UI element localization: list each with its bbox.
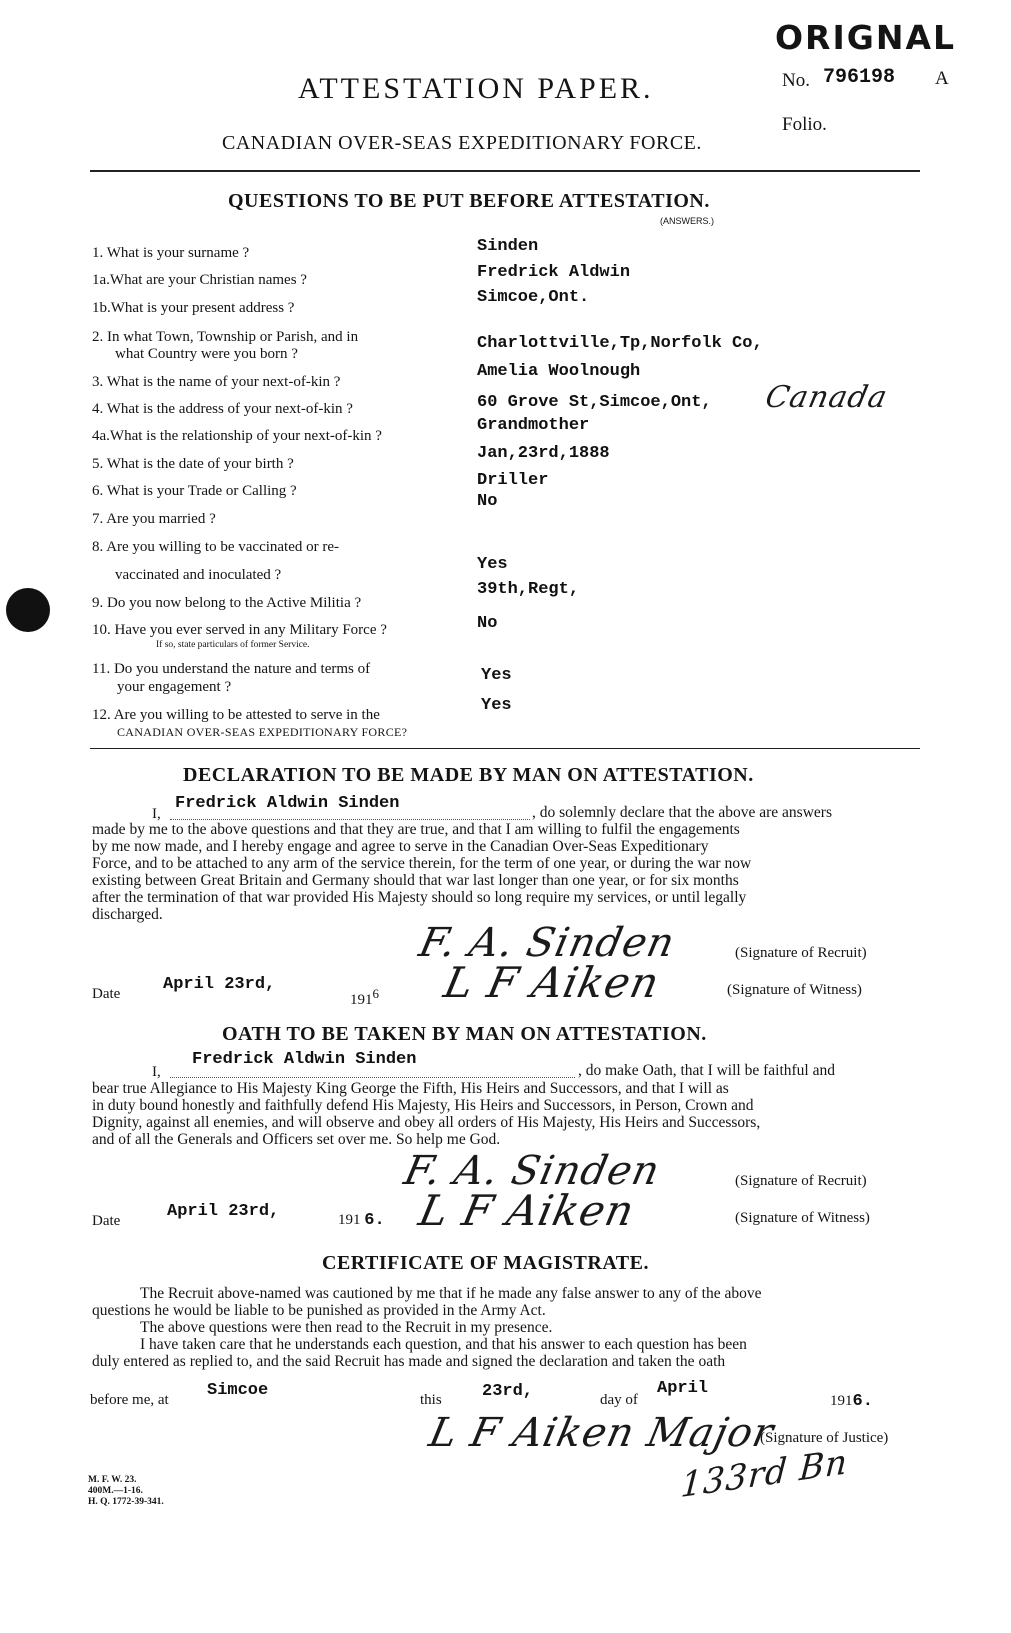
question-10: 10. Have you ever served in any Military Force ? [92,622,387,638]
oath-name: Fredrick Aldwin Sinden [192,1050,417,1069]
number-suffix: A [935,68,949,89]
certificate-heading: CERTIFICATE OF MAGISTRATE. [322,1252,649,1274]
declaration-recruit-signature: F. A. Sinden [415,920,680,966]
answer-1: Sinden [477,237,539,256]
declaration-date-label: Date [92,986,121,1002]
page-title: ATTESTATION PAPER. [298,72,654,105]
certificate-year: 1916. [830,1392,873,1411]
question-4a: 4a.What is the relationship of your next-of-kin ? [92,428,382,444]
regimental-number: 796198 [823,66,896,89]
answers-label: (ANSWERS.) [660,216,714,226]
declaration-name-line [170,818,530,820]
oath-witness-sig-label: (Signature of Witness) [735,1210,870,1226]
question-1a: 1a.What are your Christian names ? [92,272,307,288]
declaration-date: April 23rd, [163,975,276,994]
oath-year: 191 6. [338,1211,385,1230]
answer-1b: Simcoe,Ont. [477,288,590,307]
certificate-month: April [657,1379,709,1398]
question-1b: 1b.What is your present address ? [92,300,295,316]
question-11-cont: your engagement ? [117,679,232,695]
question-12-cont: CANADIAN OVER-SEAS EXPEDITIONARY FORCE? [117,725,408,739]
question-7: 7. Are you married ? [92,511,216,527]
punch-hole [6,588,50,632]
answer-8: Yes [477,555,508,574]
answer-4-handwritten: Canada [762,380,891,415]
answer-4a: Grandmother [477,416,590,435]
oath-date-label: Date [92,1213,121,1229]
answer-12: Yes [481,696,512,715]
answer-5: Jan,23rd,1888 [477,444,610,463]
question-3: 3. What is the name of your next-of-kin ? [92,374,341,390]
certificate-this-label: this [420,1392,442,1408]
oath-text: bear true Allegiance to His Majesty King George the Fifth, His Heirs and Successors, and that I will as in duty bound honestly and faithfully defend His Majesty, His Heirs and Successors, in Person, Crown and Dignity, against all enemies, and will observe and obey all orders of His Majesty, His Heirs and Successors, and of all the Generals and Officers set over me. So help me God. [92,1080,761,1148]
answer-7: No [477,492,498,511]
declaration-recruit-sig-label: (Signature of Recruit) [735,945,867,961]
form-reference: M. F. W. 23. 400M.—1-16. H. Q. 1772-39-341. [88,1475,164,1507]
question-12: 12. Are you willing to be attested to serve in the [92,707,380,723]
oath-recruit-sig-label: (Signature of Recruit) [735,1173,867,1189]
declaration-year: 1916 [350,986,379,1008]
original-stamp: ORIGNAL [775,18,957,57]
number-label: No. [782,70,810,91]
question-2-cont: what Country were you born ? [115,346,298,362]
header-rule [90,170,920,172]
answer-1a: Fredrick Aldwin [477,263,631,282]
answer-2: Charlottville,Tp,Norfolk Co, [477,334,763,353]
question-9: 9. Do you now belong to the Active Militia ? [92,595,362,611]
question-1: 1. What is your surname ? [92,245,250,261]
answer-11: Yes [481,666,512,685]
oath-line1-tail: , do make Oath, that I will be faithful and [578,1062,835,1079]
question-2: 2. In what Town, Township or Parish, and in [92,329,359,345]
answer-3: Amelia Woolnough [477,362,641,381]
battalion-signature: 133rd Bn [679,1441,850,1507]
declaration-witness-signature: L F Aiken [439,958,665,1007]
question-10-note: If so, state particulars of former Service. [156,640,310,650]
question-8-cont: vaccinated and inoculated ? [115,567,282,583]
oath-i-label: I, [152,1064,161,1080]
oath-witness-signature: L F Aiken [414,1186,640,1235]
question-5: 5. What is the date of your birth ? [92,456,294,472]
question-4: 4. What is the address of your next-of-kin ? [92,401,353,417]
certificate-before-label: before me, at [90,1392,169,1408]
page-subtitle: CANADIAN OVER-SEAS EXPEDITIONARY FORCE. [222,132,702,154]
questions-end-rule [90,748,920,749]
oath-name-line [170,1076,575,1078]
justice-signature: L F Aiken Major [425,1410,779,1456]
certificate-day-of-label: day of [600,1392,638,1408]
question-6: 6. What is your Trade or Calling ? [92,483,297,499]
questions-heading: QUESTIONS TO BE PUT BEFORE ATTESTATION. [228,190,710,212]
certificate-place: Simcoe [207,1381,269,1400]
answer-9: 39th,Regt, [477,580,580,599]
declaration-witness-sig-label: (Signature of Witness) [727,982,862,998]
oath-heading: OATH TO BE TAKEN BY MAN ON ATTESTATION. [222,1023,707,1045]
answer-4: 60 Grove St,Simcoe,Ont, [477,393,712,412]
justice-sig-label: (Signature of Justice) [760,1430,889,1446]
declaration-heading: DECLARATION TO BE MADE BY MAN ON ATTESTATION. [183,764,754,786]
certificate-text: The Recruit above-named was cautioned by me that if he made any false answer to any of the above questions he would be liable to be punished as provided in the Army Act. The above questions were then read to the Recruit in my presence. I have taken care that he understands each question, and that his answer to each question has been duly entered as replied to, and the said Recruit has made and signed the declaration and taken the oath [92,1285,762,1370]
oath-date: April 23rd, [167,1202,280,1221]
folio-label: Folio. [782,114,827,135]
certificate-day: 23rd, [482,1382,534,1401]
question-11: 11. Do you understand the nature and terms of [92,661,371,677]
declaration-i-label: I, [152,806,161,822]
oath-recruit-signature: F. A. Sinden [400,1148,665,1194]
declaration-text: made by me to the above questions and that they are true, and that I am willing to fulfil the engagements by me now made, and I hereby engage and agree to serve in the Canadian Over-Seas Expeditionary Force, and to be attached to any arm of the service therein, for the term of one year, or during the war now existing between Great Britain and Germany should that war last longer than one year, or for six months after the termination of that war provided His Majesty should so long require my services, or until legally discharged. [92,821,752,923]
answer-10: No [477,614,498,633]
declaration-name: Fredrick Aldwin Sinden [175,794,400,813]
question-8: 8. Are you willing to be vaccinated or re- [92,539,340,555]
declaration-line1-tail: , do solemnly declare that the above are answers [532,804,832,821]
answer-6: Driller [477,471,549,490]
